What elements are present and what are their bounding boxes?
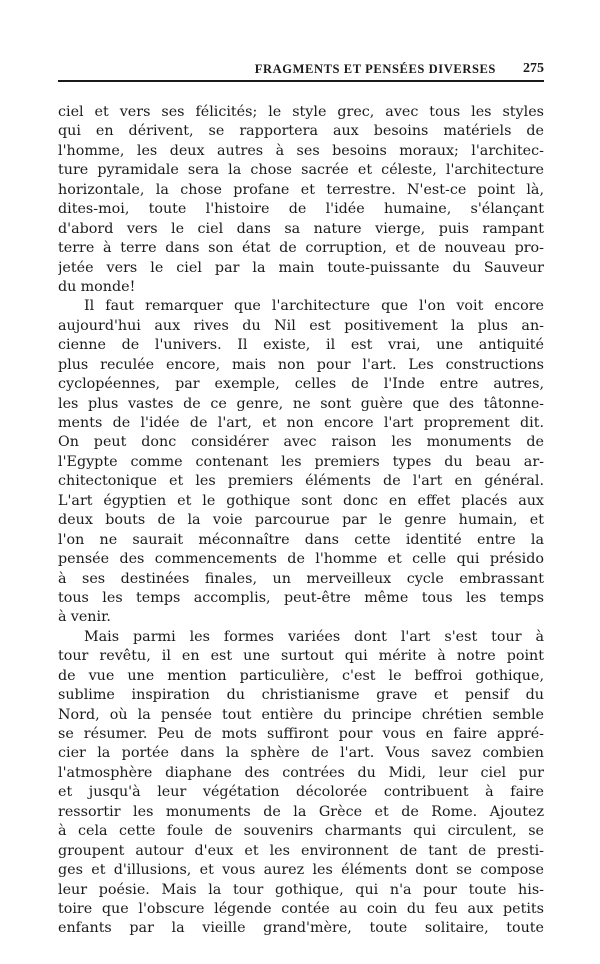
text-line: deux bouts de la voie parcourue par le genre humain, et	[58, 512, 544, 529]
text-line: sublime inspiration du christianisme grave et pensif du	[58, 687, 544, 704]
text-line: plus reculée encore, mais non pour l'art. Les constructions	[58, 356, 544, 373]
text-line: ciel et vers ses félicités; le style grec, avec tous les styles	[58, 104, 544, 120]
text-line: Nord, où la pensée tout entière du principe chrétien semble	[58, 706, 544, 723]
text-line: de vue une mention particulière, c'est le beffroi gothique,	[58, 667, 544, 684]
text-line: pensée des commencements de l'homme et celle qui présido	[58, 551, 544, 568]
text-line: leur poésie. Mais la tour gothique, qui n'a pour toute his-	[58, 881, 544, 898]
text-line: On peut donc considérer avec raison les monuments de	[58, 434, 544, 451]
body-text	[58, 103, 544, 939]
text-line: tous les temps accomplis, peut-être même tous les temps	[58, 589, 544, 606]
text-line: cienne de l'univers. Il existe, il est vrai, une antiquité	[58, 337, 544, 354]
text-line: du monde!	[58, 278, 136, 295]
text-line: l'on ne saurait méconnaître dans cette identité entre la	[58, 531, 544, 548]
text-line: qui en dérivent, se rapportera aux besoins matériels de	[58, 123, 544, 140]
running-title: FRAGMENTS ET PENSÉES DIVERSES	[254, 62, 496, 76]
text-line: à cela cette foule de souvenirs charmants qui circulent, se	[58, 823, 544, 840]
text-line: Mais parmi les formes variées dont l'art s'est tour à	[84, 628, 544, 645]
text-line: à venir.	[58, 609, 111, 626]
text-line: ments de l'idée de l'art, et non encore l'art proprement dit.	[58, 415, 544, 431]
header-rule	[58, 80, 544, 82]
text-line: groupent autour d'eux et les environnent de tant de presti-	[58, 842, 544, 859]
text-line: cyclopéennes, par exemple, celles de l'Inde entre autres,	[58, 376, 544, 393]
text-line: L'art égyptien et le gothique sont donc en effet placés aux	[58, 492, 544, 509]
text-line: l'Egypte comme contenant les premiers types du beau ar-	[58, 453, 544, 470]
text-line: et jusqu'à leur végétation décolorée contribuent à faire	[58, 784, 544, 801]
text-line: enfants par la vieille grand'mère, toute solitaire, toute	[58, 920, 544, 937]
text-line: les plus vastes de ce genre, ne sont guère que des tâtonne-	[58, 395, 544, 412]
text-line: terre à terre dans son état de corruption, et de nouveau pro-	[58, 240, 544, 257]
text-line: d'abord vers le ciel dans sa nature vierge, puis rampant	[58, 220, 544, 237]
page-number: 275	[523, 61, 544, 76]
text-line: jetée vers le ciel par la main toute-puissante du Sauveur	[58, 259, 544, 276]
text-line: horizontale, la chose profane et terrestre. N'est-ce point là,	[58, 181, 544, 198]
text-line: toire que l'obscure légende contée au coin du feu aux petits	[58, 900, 544, 917]
text-line: Il faut remarquer que l'architecture que l'on voit encore	[84, 298, 544, 315]
text-line: à ses destinées finales, un merveilleux cycle embrassant	[58, 570, 544, 587]
text-line: cier la portée dans la sphère de l'art. Vous savez combien	[58, 745, 544, 762]
page-header	[58, 62, 544, 80]
text-line: se résumer. Peu de mots suffiront pour vous en faire appré-	[58, 726, 544, 742]
text-line: tour revêtu, il en est une surtout qui mérite à notre point	[58, 648, 544, 665]
text-line: aujourd'hui aux rives du Nil est positivement la plus an-	[58, 317, 544, 334]
text-line: chitectonique et les premiers éléments de l'art en général.	[58, 473, 544, 490]
text-line: ture pyramidale sera la chose sacrée et céleste, l'architecture	[58, 162, 544, 179]
text-line: dites-moi, toute l'histoire de l'idée humaine, s'élançant	[58, 201, 544, 218]
text-line: ges et d'illusions, et vous aurez les éléments dont se compose	[58, 862, 544, 879]
text-line: ressortir les monuments de la Grèce et de Rome. Ajoutez	[58, 803, 544, 820]
text-line: l'atmosphère diaphane des contrées du Midi, leur ciel pur	[58, 764, 544, 781]
text-line: l'homme, les deux autres à ses besoins moraux; l'architec-	[58, 142, 544, 159]
